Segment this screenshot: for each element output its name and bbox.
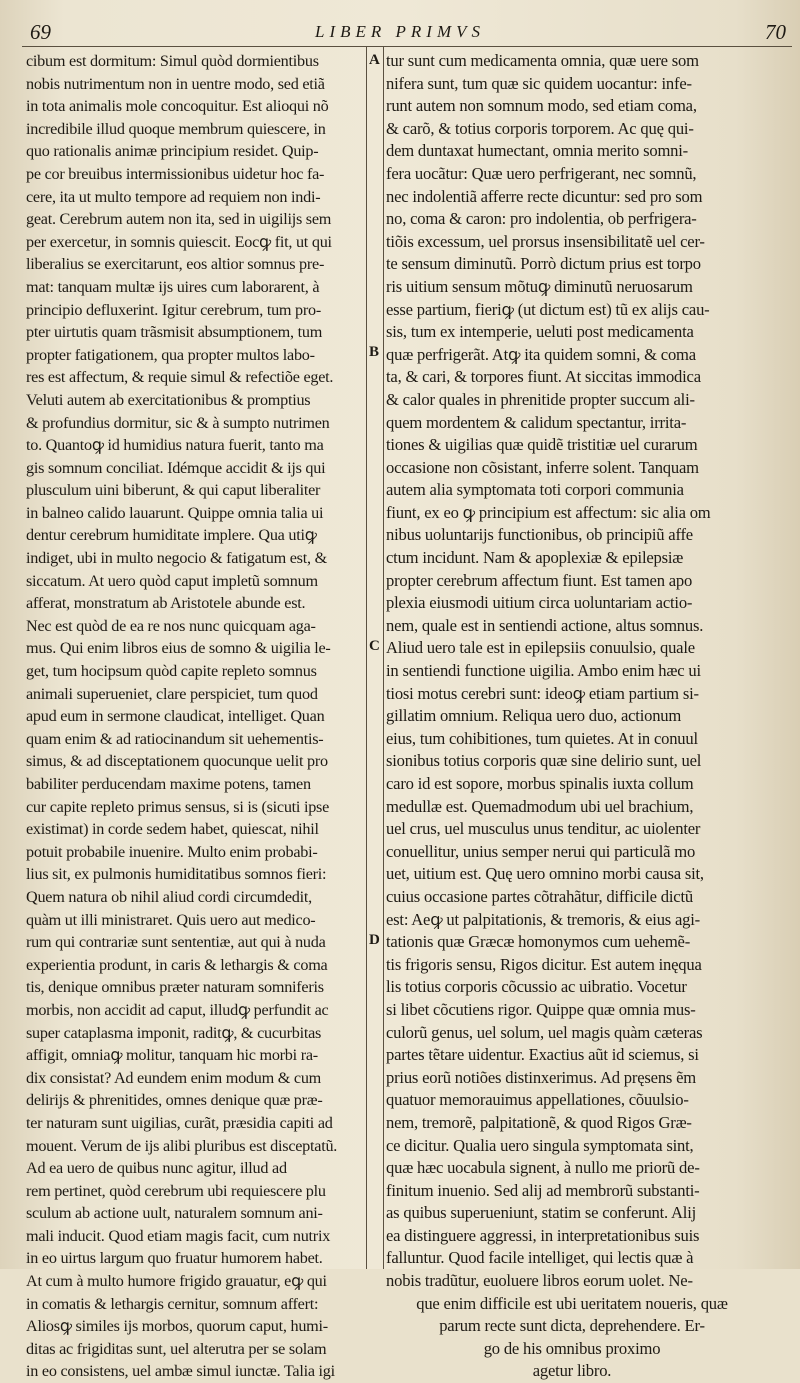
text-line: fera uocãtur: Quæ uero perfrigerant, nec somnũ, <box>386 163 697 183</box>
text-line: At cum à multo humore frigido grauatur, eꝙ qui <box>26 1272 327 1291</box>
text-line: propter fatigationem, qua propter multos labo- <box>26 345 315 364</box>
text-line: in eo uirtus largum quo fruatur humorem habet. <box>26 1249 323 1268</box>
text-line: rum qui contrariæ sunt sententiæ, aut qui à nuda <box>26 933 326 952</box>
margin-marker-c: C <box>369 638 380 654</box>
text-line: tiõis excessum, uel prorsus insensibilitatẽ uel cer- <box>386 231 705 251</box>
text-line: nem, tremorẽ, palpitationẽ, & quod Rigos Græ- <box>386 1112 692 1132</box>
text-line: Aliud uero tale est in epilepsiis conuulsio, quale <box>386 638 695 658</box>
text-line: est: Aeꝙ ut palpitationis, & tremoris, & eius agi- <box>386 909 701 929</box>
text-line: eius, tum cohibitiones, tum quietes. At in conuul <box>386 728 698 748</box>
text-line: quatuor memorauimus appellationes, cõuulsio- <box>386 1090 689 1110</box>
text-line: quam enim & ad ratiocinandum sit uehementis- <box>26 729 324 748</box>
text-line: propter cerebrum affectum fiunt. Est tamen apo <box>386 570 693 590</box>
text-line: go de his omnibus proximo <box>483 1338 661 1358</box>
text-line: dentur cerebrum humiditate implere. Qua utiꝙ <box>26 526 317 545</box>
text-line: dix consistat? Ad eundem enim modum & cum <box>26 1068 322 1087</box>
text-line: nibus uoluntarijs functionibus, ob principiũ affe <box>386 525 693 545</box>
text-line: apud eum in sermone claudicat, intelliget. Quan <box>26 707 325 726</box>
text-line: mouent. Verum de ijs alibi pluribus est disceptatũ. <box>26 1136 338 1155</box>
text-line: ter naturam sunt uigilias, curãt, præsidia capiti ad <box>26 1113 333 1132</box>
text-line: ctum incidunt. Nam & apoplexiæ & epilepsiæ <box>386 548 684 568</box>
text-line: siccatum. At uero quòd caput impletũ somnum <box>26 571 318 590</box>
text-line: & calor quales in phrenitide propter succum ali- <box>386 389 695 409</box>
text-line: ta, & cari, & torpores fiunt. At siccitas immodica <box>386 367 701 387</box>
text-line: que enim difficile est ubi ueritatem noueris, quæ <box>416 1293 728 1313</box>
text-line: cibum est dormitum: Simul quòd dormientibus <box>26 52 319 70</box>
text-line: uet, uitium est. Quę uero omnino morbi causa sit, <box>386 864 704 884</box>
text-line: mat: tanquam multæ ijs uires cum laborarent, à <box>26 277 320 296</box>
text-line: ea distinguere aggressi, in interpretationibus suis <box>386 1225 700 1245</box>
text-line: culorũ genus, uel solum, uel magis quàm cæteras <box>386 1022 703 1042</box>
header-rule <box>22 46 792 47</box>
text-line: super cataplasma imponit, raditꝙ, & cucurbitas <box>26 1023 322 1042</box>
text-line: in sentiendi functione uigilia. Ambo enim hæc ui <box>386 661 701 681</box>
text-line: nec indolentiã afferre recte dicuntur: sed pro som <box>386 186 703 206</box>
text-line: quem mordentem & calidum spectantur, irrita- <box>386 412 687 432</box>
text-line: in eo consistens, uel ambæ simul iunctæ. Talia igi <box>26 1362 335 1381</box>
margin-marker-a: A <box>369 52 380 68</box>
text-line: quæ perfrigerãt. Atꝙ ita quidem somni, & coma <box>386 344 696 364</box>
text-line: gis somnum conciliat. Idémque accidit & ijs qui <box>26 458 326 477</box>
margin-marker-b: B <box>369 344 380 360</box>
text-line: babiliter perducendam maxime potens, tamen <box>26 775 311 793</box>
text-line: esse partium, fieriꝙ (ut dictum est) tũ ex alijs cau- <box>386 299 710 319</box>
text-line: ditas ac frigiditas sunt, uel alterutra per se solam <box>26 1339 327 1358</box>
left-text-column <box>26 50 370 1383</box>
text-line: dem duntaxat humectant, omnia merito somni- <box>386 141 688 161</box>
text-line: mali inducit. Quod etiam magis facit, cum nutrix <box>26 1226 331 1245</box>
text-line: nem, quale est in sentiendi actione, altus somnus. <box>386 615 704 635</box>
text-line: in tota animalis mole concoquitur. Est alioqui nõ <box>26 97 329 116</box>
text-line: potuit probabile inuenire. Multo enim probabi- <box>26 842 318 861</box>
text-line: & profundius dormitur, sic & à sumpto nutrimen <box>26 413 330 432</box>
text-line: runt autem non somnum modo, sed etiam coma, <box>386 96 697 116</box>
text-line: partes tẽtare uidentur. Exactius aũt id sciemus, si <box>386 1045 699 1065</box>
text-line: nobis tradũtur, euoluere libros eorum uolet. Ne- <box>386 1271 693 1291</box>
text-line: incredibile illud quoque membrum quiescere, in <box>26 119 326 138</box>
text-line: tiones & uigilias quæ quidẽ tristitiæ uel curarum <box>386 435 698 455</box>
text-line: ce dicitur. Qualia uero singula symptomata sint, <box>386 1135 694 1155</box>
text-line: ris uitium sensum mõtuꝙ diminutũ neruosarum <box>386 276 693 296</box>
text-line: get, tum hocipsum quòd capite repleto somnus <box>26 662 317 681</box>
text-line: rem pertinet, quòd cerebrum ubi requiescere plu <box>26 1181 326 1200</box>
text-line: fiunt, ex eo ꝙ principium est affectum: sic alia om <box>386 502 711 522</box>
text-line: parum recte sunt dicta, deprehendere. Er- <box>439 1316 705 1336</box>
text-line: finitum inuenio. Sed alij ad membrorũ substanti- <box>386 1180 700 1200</box>
page-header <box>0 20 800 48</box>
text-line: plexia eiusmodi uitium circa uoluntariam actio- <box>386 593 693 613</box>
text-line: nobis nutrimentum non in uentre modo, sed etiã <box>26 74 325 93</box>
column-rule-right <box>383 46 384 1269</box>
text-line: principio defluxerint. Igitur cerebrum, tum pro- <box>26 300 322 319</box>
text-line: delirijs & phrenitides, omnes denique quæ præ- <box>26 1091 323 1110</box>
text-line: Veluti autem ab exercitationibus & promptius <box>26 390 311 409</box>
text-line: Quem natura ob nihil aliud cordi circumdedit, <box>26 887 312 906</box>
text-line: affigit, omniaꝙ molitur, tanquam hic morbi ra- <box>26 1046 318 1065</box>
text-line: in balneo calido lauarunt. Quippe omnia talia ui <box>26 503 324 522</box>
right-text-column <box>386 50 788 1383</box>
text-line: mus. Qui enim libros eius de somno & uigilia le- <box>26 639 331 658</box>
text-line: tis, denique omnibus præter naturam somniferis <box>26 978 324 997</box>
text-line: quo rationalis animæ principium residet. Quip- <box>26 142 319 161</box>
text-line: tationis quæ Græcæ homonymos cum uehemẽ- <box>386 932 691 952</box>
text-line: gillatim omnium. Reliqua uero duo, actionum <box>386 706 682 726</box>
text-line: falluntur. Quod facile intelliget, qui lectis quæ à <box>386 1248 694 1268</box>
text-line: quæ hæc uocabula signent, à nullo me priorũ de- <box>386 1158 700 1178</box>
text-line: & carõ, & totius corporis torporem. Ac quę qui- <box>386 118 694 138</box>
text-line: uel crus, uel musculus unus tenditur, ac uiolenter <box>386 819 701 839</box>
text-line: liberalius se exercitarunt, eos altior somnus pre- <box>26 255 325 274</box>
text-line: si libet cõcutiens rigor. Quippe quæ omnia mus- <box>386 999 696 1019</box>
text-line: autem alia symptomata toti corpori communia <box>386 480 684 500</box>
text-line: tiosi motus cerebri sunt: ideoꝙ etiam partium si- <box>386 683 699 703</box>
text-line: sculum ab actione uult, naturalem somnum ani- <box>26 1204 323 1223</box>
running-title: LIBER PRIMVS <box>315 22 485 41</box>
page-number-right: 70 <box>765 20 786 44</box>
text-line: Aliosꝙ similes ijs morbos, quorum caput, humi- <box>26 1317 328 1336</box>
text-line: tis frigoris sensu, Rigos dicitur. Est autem inęqua <box>386 954 702 974</box>
text-line: morbis, non accidit ad caput, illudꝙ perfundit ac <box>26 1000 329 1019</box>
text-line: conuellitur, unius semper nerui qui particulã mo <box>386 841 696 861</box>
text-line: no, coma & caron: pro indolentia, ob perfrigera- <box>386 209 697 229</box>
text-line: to. Quantoꝙ id humidius natura fuerit, tanto ma <box>26 436 324 455</box>
text-line: as quibus superueniunt, statim se conferunt. Alij <box>386 1203 697 1223</box>
page-number-left: 69 <box>30 20 51 44</box>
text-line: agetur libro. <box>532 1361 612 1381</box>
text-line: experientia produnt, in caris & lethargis & coma <box>26 955 328 974</box>
text-line: tur sunt cum medicamenta omnia, quæ uere som <box>386 51 699 70</box>
text-line: pter uirtutis quam trãsmisit absumptionem, tum <box>26 323 323 342</box>
text-line: quàm ut illi ministraret. Quis uero aut medico- <box>26 910 316 929</box>
text-line: lis totius corporis cõcussio ac uibratio. Vocetur <box>386 977 687 997</box>
text-line: lius sit, ex pulmonis humiditatibus somnos fieri: <box>26 865 327 884</box>
text-line: nifera sunt, tum quæ sic quidem uocantur: infe- <box>386 73 692 93</box>
text-line: res est affectum, & requie simul & refectiõe eget. <box>26 368 334 387</box>
text-line: in comatis & lethargis cernitur, somnum affert: <box>26 1294 319 1313</box>
text-line: Ad ea uero de quibus nunc agitur, illud ad <box>26 1159 287 1178</box>
text-line: occasione non cõsistant, inferre solent. Tanquam <box>386 457 699 477</box>
text-line: cur capite repleto primus sensus, si is (sicuti ipse <box>26 797 330 816</box>
text-line: caro id est sopore, morbus spinalis iuxta collum <box>386 774 694 793</box>
text-line: sis, tum ex intemperie, ueluti post medicamenta <box>386 322 694 342</box>
text-line: existimat) in corde sedem habet, quiescat, nihil <box>26 820 319 839</box>
text-line: sionibus totius corporis quæ sine delirio sunt, uel <box>386 751 702 771</box>
text-line: Nec est quòd de ea re nos nunc quicquam aga- <box>26 616 316 635</box>
text-line: te sensum diminutũ. Porrò dictum prius est torpo <box>386 254 701 274</box>
text-line: pe cor breuibus intermissionibus uidetur hoc fa- <box>26 164 325 183</box>
text-line: cere, ita ut multo tempore ad requiem non indi- <box>26 187 321 206</box>
text-line: per exercetur, in somnis quiescit. Eocꝙ fit, ut qui <box>26 232 332 251</box>
text-line: cuius occasione partes cõtrahãtur, difficile dictũ <box>386 886 693 906</box>
text-line: prius eorũ notiões distinxerimus. Ad pręsens ẽm <box>386 1067 696 1087</box>
text-line: indiget, ubi in multo negocio & fatigatum est, & <box>26 549 327 568</box>
text-line: animali superueniet, clare perspiciet, tum quod <box>26 684 318 703</box>
text-line: medullæ est. Quemadmodum ubi uel brachium, <box>386 796 694 816</box>
text-line: simus, & ad disceptationem quocunque uelit pro <box>26 752 328 771</box>
margin-marker-d: D <box>369 932 380 948</box>
text-line: afferat, monstratum ab Aristotele abunde est. <box>26 594 306 613</box>
text-line: plusculum uini biberunt, & qui caput liberaliter <box>26 481 321 500</box>
text-line: geat. Cerebrum autem non ita, sed in uigilijs sem <box>26 210 332 229</box>
